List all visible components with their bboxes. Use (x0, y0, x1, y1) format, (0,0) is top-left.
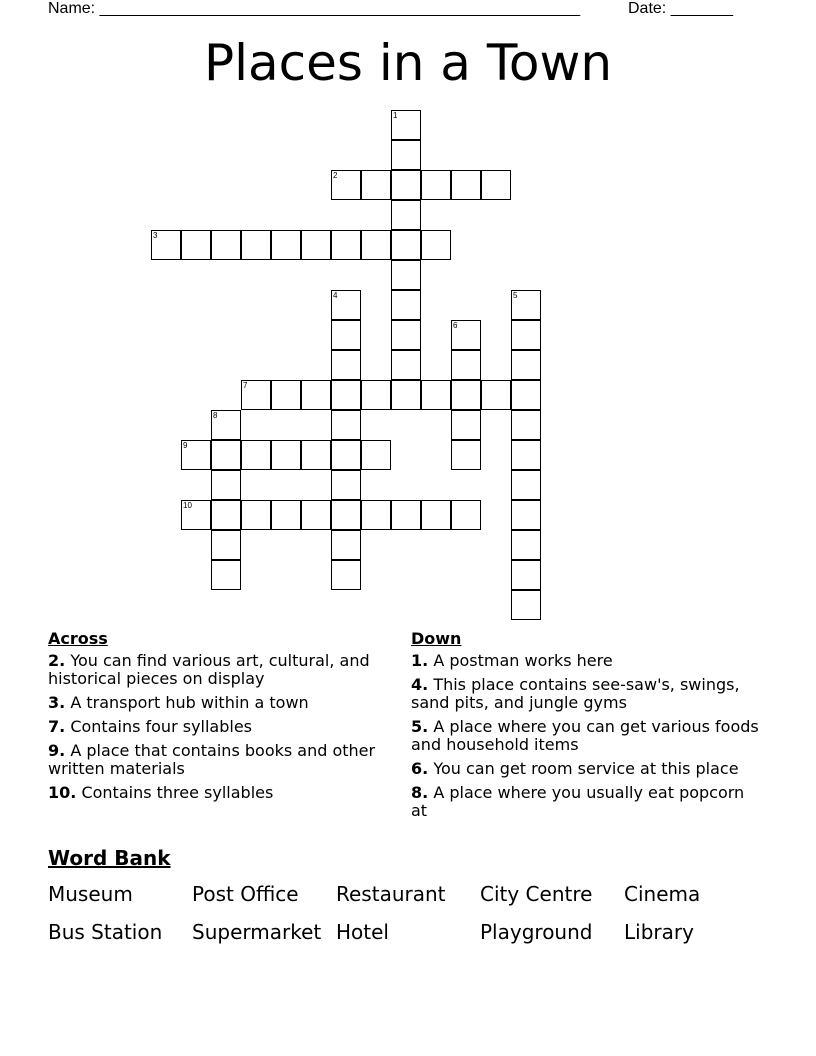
grid-cell[interactable] (271, 380, 301, 410)
grid-cell[interactable] (361, 500, 391, 530)
grid-cell[interactable] (241, 230, 271, 260)
grid-cell[interactable] (511, 410, 541, 440)
grid-cell[interactable] (511, 440, 541, 470)
grid-cell[interactable] (301, 380, 331, 410)
grid-cell[interactable] (511, 350, 541, 380)
grid-cell[interactable] (391, 500, 421, 530)
grid-cell[interactable] (241, 500, 271, 530)
grid-cell[interactable] (211, 410, 241, 440)
grid-cell[interactable] (391, 380, 421, 410)
grid-cell[interactable] (241, 440, 271, 470)
grid-cell[interactable] (481, 380, 511, 410)
grid-cell[interactable] (421, 230, 451, 260)
word-bank-item: Restaurant (336, 882, 446, 906)
grid-cell[interactable] (511, 290, 541, 320)
grid-cell[interactable] (391, 140, 421, 170)
word-bank-item: Library (624, 920, 694, 944)
grid-cell[interactable] (421, 500, 451, 530)
clue-number: 7 (243, 381, 248, 390)
clue-across: 7. Contains four syllables (48, 717, 253, 736)
clue-number: 4 (333, 291, 338, 300)
grid-cell[interactable] (451, 380, 481, 410)
clue-across: 2. You can find various art, cultural, and historical pieces on display (48, 651, 370, 688)
grid-cell[interactable] (361, 440, 391, 470)
grid-cell[interactable] (511, 470, 541, 500)
grid-cell[interactable] (301, 500, 331, 530)
grid-cell[interactable] (211, 440, 241, 470)
grid-cell[interactable] (271, 500, 301, 530)
grid-cell[interactable] (211, 500, 241, 530)
clue-number: 1 (393, 111, 398, 120)
clue-number: 8 (213, 411, 218, 420)
grid-cell[interactable] (331, 410, 361, 440)
clue-across: 9. A place that contains books and other written materials (48, 741, 376, 778)
grid-cell[interactable] (331, 440, 361, 470)
grid-cell[interactable] (451, 440, 481, 470)
grid-cell[interactable] (391, 110, 421, 140)
word-bank-item: Post Office (192, 882, 299, 906)
grid-cell[interactable] (451, 500, 481, 530)
word-bank-item: Supermarket (192, 920, 322, 944)
clue-down: 4. This place contains see-saw's, swings, sand pits, and jungle gyms (411, 675, 740, 712)
grid-cell[interactable] (331, 350, 361, 380)
grid-cell[interactable] (331, 170, 361, 200)
down-clues (411, 630, 761, 826)
grid-cell[interactable] (211, 530, 241, 560)
grid-cell[interactable] (331, 230, 361, 260)
word-bank-item: Hotel (336, 920, 389, 944)
across-clues (48, 630, 393, 808)
grid-cell[interactable] (331, 530, 361, 560)
grid-cell[interactable] (331, 560, 361, 590)
grid-cell[interactable] (391, 320, 421, 350)
grid-cell[interactable] (421, 380, 451, 410)
clue-down: 8. A place where you usually eat popcorn at (411, 783, 745, 820)
grid-cell[interactable] (361, 380, 391, 410)
clue-number: 5 (513, 291, 518, 300)
clue-down: 5. A place where you can get various foods and household items (411, 717, 759, 754)
grid-cell[interactable] (211, 560, 241, 590)
grid-cell[interactable] (391, 350, 421, 380)
word-bank-item: Bus Station (48, 920, 163, 944)
page-title: Places in a Town (203, 34, 613, 92)
grid-cell[interactable] (511, 530, 541, 560)
word-bank-item: Cinema (624, 882, 701, 906)
grid-cell[interactable] (331, 500, 361, 530)
grid-cell[interactable] (271, 440, 301, 470)
grid-cell[interactable] (391, 290, 421, 320)
grid-cell[interactable] (511, 590, 541, 620)
grid-cell[interactable] (391, 230, 421, 260)
name-field[interactable]: Name: ______________________________________________________ (48, 0, 581, 17)
grid-cell[interactable] (271, 230, 301, 260)
grid-cell[interactable] (421, 170, 451, 200)
clue-number: 10 (183, 501, 192, 510)
grid-cell[interactable] (331, 470, 361, 500)
word-bank-title: Word Bank (48, 846, 171, 870)
grid-cell[interactable] (511, 560, 541, 590)
word-bank (48, 882, 768, 944)
grid-cell[interactable] (511, 320, 541, 350)
word-bank-item: City Centre (480, 882, 593, 906)
grid-cell[interactable] (301, 230, 331, 260)
grid-cell[interactable] (241, 380, 271, 410)
grid-cell[interactable] (511, 380, 541, 410)
grid-cell[interactable] (391, 260, 421, 290)
grid-cell[interactable] (331, 290, 361, 320)
clue-down: 6. You can get room service at this place (411, 759, 739, 778)
down-heading: Down (411, 629, 462, 648)
grid-cell[interactable] (181, 500, 211, 530)
grid-cell[interactable] (211, 470, 241, 500)
header (48, 0, 748, 20)
clue-number: 9 (183, 441, 188, 450)
grid-cell[interactable] (391, 200, 421, 230)
clue-number: 3 (153, 231, 158, 240)
grid-cell[interactable] (451, 350, 481, 380)
grid-cell[interactable] (331, 380, 361, 410)
grid-cell[interactable] (331, 320, 361, 350)
clue-down: 1. A postman works here (411, 651, 613, 670)
grid-cell[interactable] (451, 410, 481, 440)
grid-cell[interactable] (181, 230, 211, 260)
word-bank-item: Museum (48, 882, 133, 906)
grid-cell[interactable] (481, 170, 511, 200)
grid-cell[interactable] (181, 440, 211, 470)
grid-cell[interactable] (301, 440, 331, 470)
word-bank-item: Playground (480, 920, 593, 944)
grid-cell[interactable] (511, 500, 541, 530)
grid-cell[interactable] (151, 230, 181, 260)
clue-number: 6 (453, 321, 458, 330)
grid-cell[interactable] (361, 170, 391, 200)
grid-cell[interactable] (451, 170, 481, 200)
across-heading: Across (48, 629, 108, 648)
clue-across: 3. A transport hub within a town (48, 693, 309, 712)
grid-cell[interactable] (391, 170, 421, 200)
crossword-grid (151, 110, 545, 624)
clue-across: 10. Contains three syllables (48, 783, 274, 802)
grid-cell[interactable] (211, 230, 241, 260)
date-field[interactable]: Date: _______ (628, 0, 733, 17)
grid-cell[interactable] (361, 230, 391, 260)
grid-cell[interactable] (451, 320, 481, 350)
clue-number: 2 (333, 171, 338, 180)
